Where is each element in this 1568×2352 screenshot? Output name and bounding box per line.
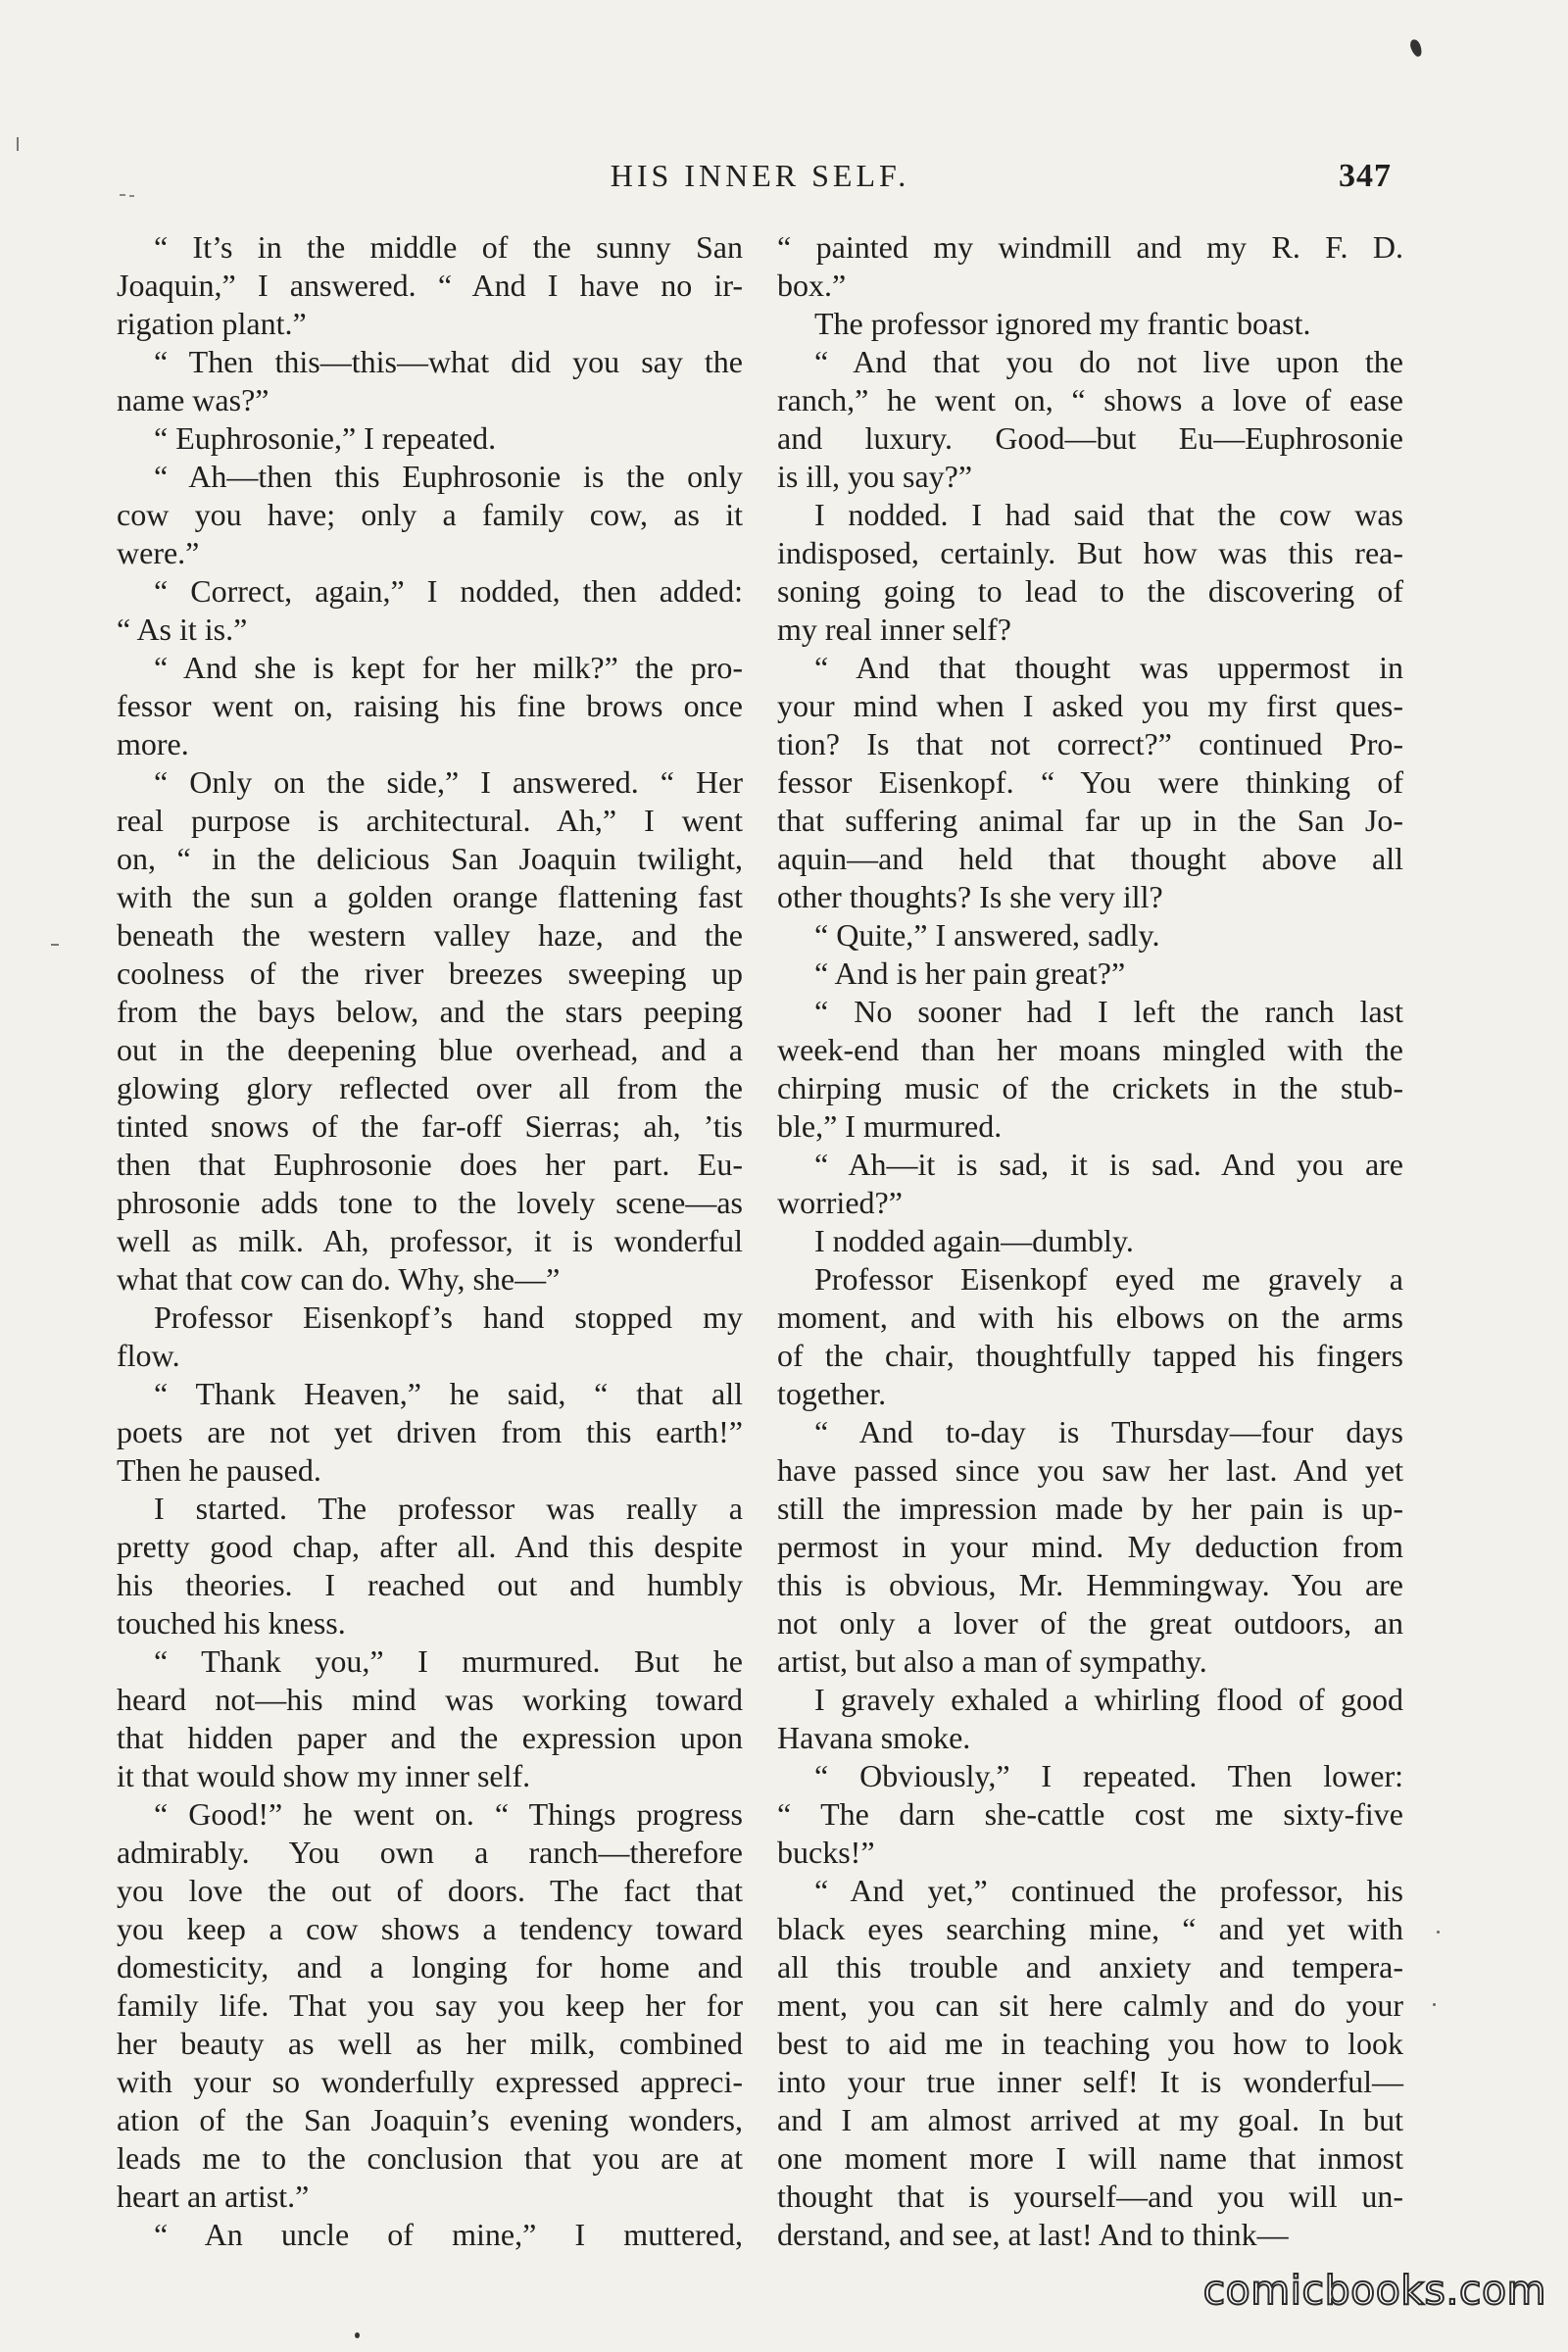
text-line: other thoughts? Is she very ill? xyxy=(777,879,1163,914)
text-line: chirping music of the crickets in the stub- xyxy=(777,1070,1403,1105)
ink-speck xyxy=(1433,2003,1436,2006)
text-line: my real inner self? xyxy=(777,612,1011,647)
paragraph xyxy=(117,1375,743,1490)
text-line: black eyes searching mine, “ and yet with xyxy=(777,1911,1403,1946)
text-line: “ And that thought was uppermost in xyxy=(814,650,1403,685)
text-line: what that cow can do. Why, she—” xyxy=(117,1261,561,1297)
text-line: “ painted my windmill and my R. F. D. xyxy=(777,229,1403,265)
text-line: “ Euphrosonie,” I repeated. xyxy=(154,420,497,456)
paragraph xyxy=(777,955,1403,993)
text-line: cow you have; only a family cow, as it xyxy=(117,497,743,532)
paragraph xyxy=(117,1298,743,1375)
right-column xyxy=(777,228,1403,2254)
text-line: name was?” xyxy=(117,382,270,417)
text-line: worried?” xyxy=(777,1185,903,1220)
paragraph xyxy=(117,763,743,1298)
text-line: “ Correct, again,” I nodded, then added: xyxy=(154,573,743,609)
text-line: it that would show my inner self. xyxy=(117,1758,531,1793)
left-column xyxy=(117,228,743,2254)
running-title: HIS INNER SELF. xyxy=(610,158,910,193)
text-line: I gravely exhaled a whirling flood of good xyxy=(814,1682,1403,1717)
text-line: heart an artist.” xyxy=(117,2179,310,2214)
text-line: “ And is her pain great?” xyxy=(814,956,1126,991)
paragraph xyxy=(777,343,1403,496)
watermark-logo: comicbooks.com xyxy=(1202,2267,1546,2314)
paragraph xyxy=(777,1222,1403,1260)
paragraph xyxy=(117,343,743,419)
paragraph xyxy=(117,1642,743,1795)
text-line: of the chair, thoughtfully tapped his fingers xyxy=(777,1338,1403,1373)
text-line: her beauty as well as her milk, combined xyxy=(117,2026,743,2061)
text-line: soning going to lead to the discovering of xyxy=(777,573,1403,609)
paragraph xyxy=(777,1757,1403,1872)
text-line: flow. xyxy=(117,1338,180,1373)
text-line: “ Then this—this—what did you say the xyxy=(154,344,743,379)
text-line: you keep a cow shows a tendency toward xyxy=(117,1911,743,1946)
ink-speck xyxy=(51,944,59,946)
text-line: “ Quite,” I answered, sadly. xyxy=(814,917,1160,953)
text-line: domesticity, and a longing for home and xyxy=(117,1949,743,1984)
text-line: “ And yet,” continued the professor, his xyxy=(814,1873,1403,1908)
text-line: “ Ah—it is sad, it is sad. And you are xyxy=(814,1147,1403,1182)
running-head xyxy=(117,157,1403,195)
text-line: “ It’s in the middle of the sunny San xyxy=(154,229,743,265)
text-line: “ Obviously,” I repeated. Then lower: xyxy=(814,1758,1403,1793)
text-line: ranch,” he went on, “ shows a love of ease xyxy=(777,382,1403,417)
text-line: and I am almost arrived at my goal. In but xyxy=(777,2102,1403,2137)
text-line: glowing glory reflected over all from the xyxy=(117,1070,743,1105)
paragraph xyxy=(777,916,1403,955)
text-line: with the sun a golden orange flattening fast xyxy=(117,879,743,914)
text-line: tion? Is that not correct?” continued Pro- xyxy=(777,726,1403,761)
text-line: box.” xyxy=(777,268,847,303)
paragraph xyxy=(117,419,743,458)
text-line: I started. The professor was really a xyxy=(154,1491,743,1526)
ink-speck xyxy=(17,137,19,151)
text-line: not only a lover of the great outdoors, an xyxy=(777,1605,1403,1641)
text-line: all this trouble and anxiety and tempera- xyxy=(777,1949,1403,1984)
paragraph xyxy=(117,458,743,572)
paragraph xyxy=(117,228,743,343)
text-line: from the bays below, and the stars peeping xyxy=(117,994,743,1029)
paragraph xyxy=(777,305,1403,343)
text-line: more. xyxy=(117,726,189,761)
text-line: you love the out of doors. The fact that xyxy=(117,1873,743,1908)
page-number: 347 xyxy=(1339,158,1392,194)
text-line: fessor went on, raising his fine brows once xyxy=(117,688,743,723)
text-line: family life. That you say you keep her for xyxy=(117,1987,743,2023)
text-line: ble,” I murmured. xyxy=(777,1108,1003,1144)
text-line: and luxury. Good—but Eu—Euphrosonie xyxy=(777,420,1403,456)
text-line: then that Euphrosonie does her part. Eu- xyxy=(117,1147,743,1182)
text-line: admirably. You own a ranch—therefore xyxy=(117,1835,743,1870)
text-line: Joaquin,” I answered. “ And I have no ir- xyxy=(117,268,743,303)
text-line: on, “ in the delicious San Joaquin twilight, xyxy=(117,841,743,876)
paragraph xyxy=(777,228,1403,305)
text-line: “ No sooner had I left the ranch last xyxy=(814,994,1403,1029)
text-line: permost in your mind. My deduction from xyxy=(777,1529,1403,1564)
text-line: “ Thank Heaven,” he said, “ that all xyxy=(154,1376,743,1411)
text-line: this is obvious, Mr. Hemmingway. You are xyxy=(777,1567,1403,1602)
paragraph xyxy=(777,496,1403,649)
paragraph xyxy=(777,1413,1403,1681)
paragraph xyxy=(777,993,1403,1146)
paragraph xyxy=(117,1490,743,1642)
text-line: one moment more I will name that inmost xyxy=(777,2140,1403,2176)
ink-speck xyxy=(1437,1931,1440,1934)
text-line: pretty good chap, after all. And this despite xyxy=(117,1529,743,1564)
text-line: out in the deepening blue overhead, and a xyxy=(117,1032,743,1067)
text-line: with your so wonderfully expressed appreci- xyxy=(117,2064,743,2099)
text-line: I nodded again—dumbly. xyxy=(814,1223,1134,1258)
text-line: well as milk. Ah, professor, it is wonderful xyxy=(117,1223,743,1258)
text-line: “ And to-day is Thursday—four days xyxy=(814,1414,1403,1449)
text-line: Professor Eisenkopf’s hand stopped my xyxy=(154,1299,743,1335)
text-line: phrosonie adds tone to the lovely scene—as xyxy=(117,1185,743,1220)
text-line: The professor ignored my frantic boast. xyxy=(814,306,1311,341)
text-line: beneath the western valley haze, and the xyxy=(117,917,743,953)
text-line: heard not—his mind was working toward xyxy=(117,1682,743,1717)
text-line: “ Good!” he went on. “ Things progress xyxy=(154,1796,743,1832)
ink-speck xyxy=(1408,38,1424,58)
text-line: moment, and with his elbows on the arms xyxy=(777,1299,1403,1335)
text-line: I nodded. I had said that the cow was xyxy=(814,497,1403,532)
text-line: artist, but also a man of sympathy. xyxy=(777,1643,1207,1679)
text-line: his theories. I reached out and humbly xyxy=(117,1567,743,1602)
text-line: still the impression made by her pain is up- xyxy=(777,1491,1403,1526)
ink-speck xyxy=(120,194,125,196)
text-line: Then he paused. xyxy=(117,1452,321,1488)
text-line: leads me to the conclusion that you are at xyxy=(117,2140,743,2176)
text-line: “ The darn she-cattle cost me sixty-five xyxy=(777,1796,1403,1832)
text-line: rigation plant.” xyxy=(117,306,307,341)
text-line: poets are not yet driven from this earth!” xyxy=(117,1414,743,1449)
text-line: “ Only on the side,” I answered. “ Her xyxy=(154,764,743,800)
text-line: Professor Eisenkopf eyed me gravely a xyxy=(814,1261,1403,1297)
text-line: your mind when I asked you my first ques- xyxy=(777,688,1403,723)
text-line: “ And she is kept for her milk?” the pro- xyxy=(154,650,743,685)
ink-speck xyxy=(129,195,134,197)
text-line: real purpose is architectural. Ah,” I went xyxy=(117,803,743,838)
paragraph xyxy=(117,649,743,763)
text-line: indisposed, certainly. But how was this rea- xyxy=(777,535,1403,570)
text-line: “ As it is.” xyxy=(117,612,248,647)
text-line: Havana smoke. xyxy=(777,1720,971,1755)
text-line: tinted snows of the far-off Sierras; ah, ’tis xyxy=(117,1108,743,1144)
paragraph xyxy=(777,1872,1403,2254)
text-line: ment, you can sit here calmly and do your xyxy=(777,1987,1403,2023)
text-line: aquin—and held that thought above all xyxy=(777,841,1403,876)
ink-speck xyxy=(355,2332,360,2338)
text-line: that suffering animal far up in the San Jo- xyxy=(777,803,1403,838)
text-line: together. xyxy=(777,1376,887,1411)
text-line: have passed since you saw her last. And yet xyxy=(777,1452,1403,1488)
text-line: bucks!” xyxy=(777,1835,875,1870)
paragraph xyxy=(777,1681,1403,1757)
text-line: is ill, you say?” xyxy=(777,459,973,494)
text-line: ation of the San Joaquin’s evening wonders, xyxy=(117,2102,743,2137)
text-line: “ And that you do not live upon the xyxy=(814,344,1403,379)
text-line: touched his kness. xyxy=(117,1605,346,1641)
text-line: best to aid me in teaching you how to look xyxy=(777,2026,1403,2061)
text-line: were.” xyxy=(117,535,200,570)
paragraph xyxy=(777,1260,1403,1413)
paragraph xyxy=(117,1795,743,2216)
text-line: derstand, and see, at last! And to think— xyxy=(777,2217,1289,2252)
text-line: “ Ah—then this Euphrosonie is the only xyxy=(154,459,743,494)
paragraph xyxy=(117,572,743,649)
text-line: coolness of the river breezes sweeping up xyxy=(117,956,743,991)
text-line: into your true inner self! It is wonderful— xyxy=(777,2064,1403,2099)
text-line: thought that is yourself—and you will un- xyxy=(777,2179,1403,2214)
text-line: week-end than her moans mingled with the xyxy=(777,1032,1403,1067)
text-line: “ An uncle of mine,” I muttered, xyxy=(154,2217,743,2252)
paragraph xyxy=(117,2216,743,2254)
text-line: “ Thank you,” I murmured. But he xyxy=(154,1643,743,1679)
paragraph xyxy=(777,1146,1403,1222)
text-line: fessor Eisenkopf. “ You were thinking of xyxy=(777,764,1403,800)
paragraph xyxy=(777,649,1403,916)
text-line: that hidden paper and the expression upon xyxy=(117,1720,743,1755)
